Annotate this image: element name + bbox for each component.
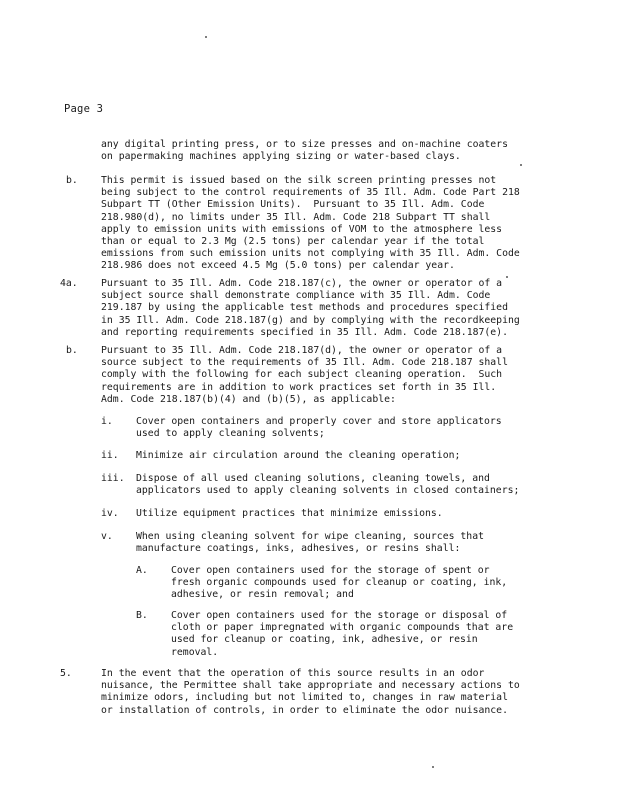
paragraph-text <box>171 610 513 659</box>
scan-speck <box>520 164 522 166</box>
text-line: used for cleanup or coating, ink, adhesive, or resin <box>171 634 478 646</box>
paragraph-text <box>136 473 519 497</box>
paragraph-text <box>101 278 520 339</box>
text-line: Cover open containers and properly cover and store applicators <box>136 416 502 427</box>
paragraph-number: 5. <box>60 668 72 679</box>
text-line: on papermaking machines applying sizing or water-based clays. <box>101 151 461 163</box>
text-line: used to apply cleaning solvents; <box>136 428 325 440</box>
text-line: Pursuant to 35 Ill. Adm. Code 218.187(c), the owner or operator of a <box>101 278 503 289</box>
text-line: 218.986 does not exceed 4.5 Mg (5.0 tons) per calendar year. <box>101 260 455 272</box>
paragraph-number: 4a. <box>60 278 78 289</box>
text-line: apply to emission units with emissions of VOM to the atmosphere less <box>101 223 503 235</box>
text-line: and reporting requirements specified in 35 Ill. Adm. Code 218.187(e). <box>101 326 508 338</box>
text-line: emissions from such emission units not complying with 35 Ill. Adm. Code <box>101 248 520 260</box>
text-line: requirements are in addition to work practices set forth in 35 Ill. <box>101 381 497 393</box>
paragraph-number: B. <box>136 610 148 621</box>
text-line: source subject to the requirements of 35 Ill. Adm. Code 218.187 shall <box>101 357 508 369</box>
paragraph-number: v. <box>101 531 113 542</box>
text-line: Minimize air circulation around the cleaning operation; <box>136 450 461 461</box>
page-number-label: Page 3 <box>64 103 104 115</box>
text-line: removal. <box>171 646 219 658</box>
paragraph-text <box>101 345 508 406</box>
paragraph-number: ii. <box>101 450 119 461</box>
text-line: comply with the following for each subject cleaning operation. Such <box>101 369 503 381</box>
scan-speck <box>506 276 508 278</box>
text-line: Cover open containers used for the storage of spent or <box>171 565 490 576</box>
paragraph-text <box>136 531 484 555</box>
paragraph-text <box>101 668 520 717</box>
paragraph-text <box>171 565 507 602</box>
text-line: Subpart TT (Other Emission Units). Pursuant to 35 Ill. Adm. Code <box>101 199 485 211</box>
text-line: This permit is issued based on the silk screen printing presses not <box>101 175 497 186</box>
text-line: fresh organic compounds used for cleanup or coating, ink, <box>171 577 508 589</box>
text-line: nuisance, the Permittee shall take appropriate and necessary actions to <box>101 680 520 692</box>
text-line: any digital printing press, or to size presses and on-machine coaters <box>101 139 508 150</box>
paragraph-number: i. <box>101 416 113 427</box>
text-line: Dispose of all used cleaning solutions, cleaning towels, and <box>136 473 490 484</box>
paragraph-text <box>101 139 508 163</box>
text-line: Cover open containers used for the storage or disposal of <box>171 610 508 621</box>
text-line: subject source shall demonstrate compliance with 35 Ill. Adm. Code <box>101 290 491 302</box>
text-line: Pursuant to 35 Ill. Adm. Code 218.187(d), the owner or operator of a <box>101 345 503 356</box>
text-line: When using cleaning solvent for wipe cleaning, sources that <box>136 531 484 542</box>
scan-speck <box>205 36 207 38</box>
text-line: cloth or paper impregnated with organic compounds that are <box>171 622 514 634</box>
paragraph-number: A. <box>136 565 148 576</box>
paragraph-text <box>101 175 520 273</box>
text-line: applicators used to apply cleaning solvents in closed containers; <box>136 485 520 497</box>
text-line: In the event that the operation of this source results in an odor <box>101 668 485 679</box>
text-line: minimize odors, including but not limited to, changes in raw material <box>101 692 508 704</box>
paragraph-number: b. <box>66 345 78 356</box>
text-line: adhesive, or resin removal; and <box>171 589 354 601</box>
paragraph-text <box>136 416 502 440</box>
text-line: than or equal to 2.3 Mg (2.5 tons) per calendar year if the total <box>101 236 485 248</box>
text-line: being subject to the control requirements of 35 Ill. Adm. Code Part 218 <box>101 187 520 199</box>
text-line: Adm. Code 218.187(b)(4) and (b)(5), as applicable: <box>101 393 396 405</box>
paragraph-text <box>136 508 443 520</box>
scan-speck <box>432 766 434 768</box>
text-line: 219.187 by using the applicable test methods and procedures specified <box>101 302 508 314</box>
text-line: or installation of controls, in order to eliminate the odor nuisance. <box>101 704 508 716</box>
text-line: Utilize equipment practices that minimize emissions. <box>136 508 443 519</box>
text-line: manufacture coatings, inks, adhesives, or resins shall: <box>136 543 461 555</box>
paragraph-number: b. <box>66 175 78 186</box>
paragraph-text <box>136 450 460 462</box>
paragraph-number: iv. <box>101 508 119 519</box>
paragraph-number: iii. <box>101 473 125 484</box>
text-line: 218.980(d), no limits under 35 Ill. Adm. Code 218 Subpart TT shall <box>101 211 491 223</box>
text-line: in 35 Ill. Adm. Code 218.187(g) and by complying with the recordkeeping <box>101 314 520 326</box>
